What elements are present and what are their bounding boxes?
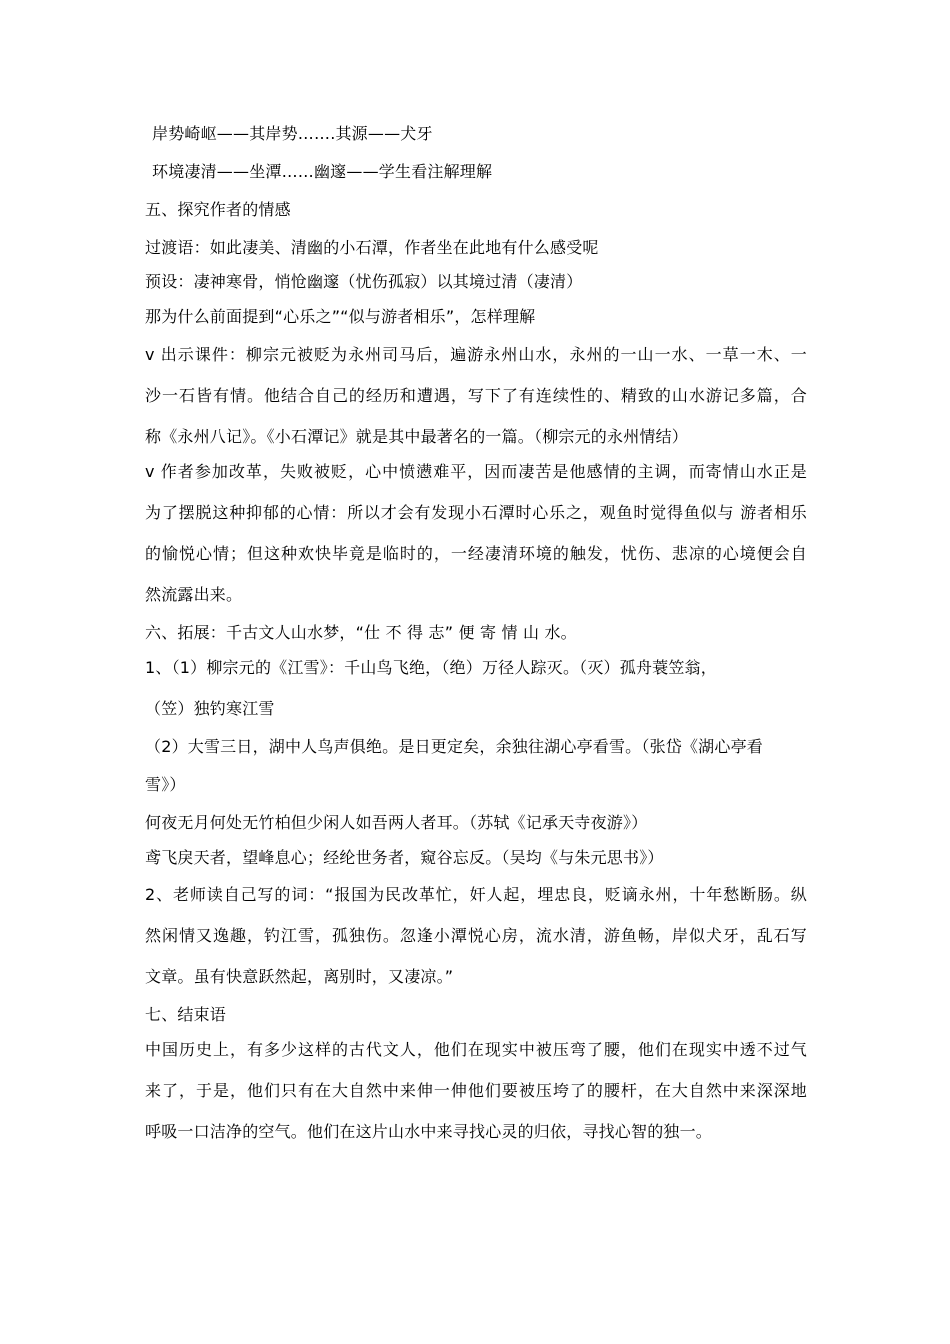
text-line: 鸢飞戾天者，望峰息心；经纶世务者，窥谷忘反。（吴均《与朱元思书》） xyxy=(145,848,664,867)
text-line: 呼吸一口洁净的空气。他们在这片山水中来寻找心灵的归依，寻找心智的独一。 xyxy=(145,1122,713,1141)
text-line: 过渡语：如此凄美、清幽的小石潭，作者坐在此地有什么感受呢 xyxy=(145,238,599,257)
text-line: 中国历史上，有多少这样的古代文人，他们在现实中被压弯了腰，他们在现实中透不过气 xyxy=(145,1040,807,1059)
text-line: 来了，于是，他们只有在大自然中来伸一伸他们要被压垮了的腰杆，在大自然中来深深地 xyxy=(145,1081,807,1100)
text-line: 文章。虽有快意跃然起，离别时，又凄凉。” xyxy=(145,967,454,986)
text-line: 然流露出来。 xyxy=(145,585,243,604)
text-line: 沙一石皆有情。他结合自己的经历和遭遇，写下了有连续性的、精致的山水游记多篇，合 xyxy=(145,386,807,405)
text-line: 预设：凄神寒骨，悄怆幽邃（忧伤孤寂）以其境过清（凄清） xyxy=(145,272,583,291)
text-line: （2）大雪三日，湖中人鸟声俱绝。是日更定矣，余独往湖心亭看雪。（张岱《湖心亭看 xyxy=(145,737,763,756)
text-line: 1、（1）柳宗元的《江雪》：千山鸟飞绝，（绝）万径人踪灭。（灭）孤舟蓑笠翁， xyxy=(145,658,717,677)
section-heading: 七、结束语 xyxy=(145,1005,227,1024)
text-line: 称《永州八记》。《小石潭记》就是其中最著名的一篇。（柳宗元的永州情结） xyxy=(145,427,689,446)
text-line: 然闲情又逸趣，钓江雪，孤独伤。忽逢小潭悦心房，流水清，游鱼畅，岸似犬牙，乱石写 xyxy=(145,926,807,945)
text-line: v 出示课件：柳宗元被贬为永州司马后，遍游永州山水，永州的一山一水、一草一木、一 xyxy=(145,345,807,364)
text-line: v 作者参加改革，失败被贬，心中愤懑难平，因而凄苦是他感情的主调，而寄情山水正是 xyxy=(145,462,807,481)
text-line: 的愉悦心情；但这种欢快毕竟是临时的，一经凄清环境的触发，忧伤、悲凉的心境便会自 xyxy=(145,544,807,563)
section-heading: 六、拓展：千古文人山水梦，“仕 不 得 志” 便 寄 情 山 水。 xyxy=(145,623,577,642)
text-line: 那为什么前面提到“心乐之”“似与游者相乐”，怎样理解 xyxy=(145,307,536,326)
text-line: 何夜无月何处无竹柏但少闲人如吾两人者耳。（苏轼《记承天寺夜游》） xyxy=(145,813,648,832)
text-line: 环境凄清——坐潭……幽邃——学生看注解理解 xyxy=(152,162,493,181)
text-line: 雪》） xyxy=(145,775,186,794)
text-line: 岸势崎岖——其岸势…….其源——犬牙 xyxy=(152,124,433,143)
text-line: （笠）独钓寒江雪 xyxy=(145,699,275,718)
section-heading: 五、探究作者的情感 xyxy=(145,200,291,219)
text-line: 2、老师读自己写的词：“报国为民改革忙，奸人起，埋忠良，贬谪永州，十年愁断肠。纵 xyxy=(145,885,807,904)
text-line: 为了摆脱这种抑郁的心情：所以才会有发现小石潭时心乐之，观鱼时觉得鱼似与 游者相乐 xyxy=(145,503,807,522)
